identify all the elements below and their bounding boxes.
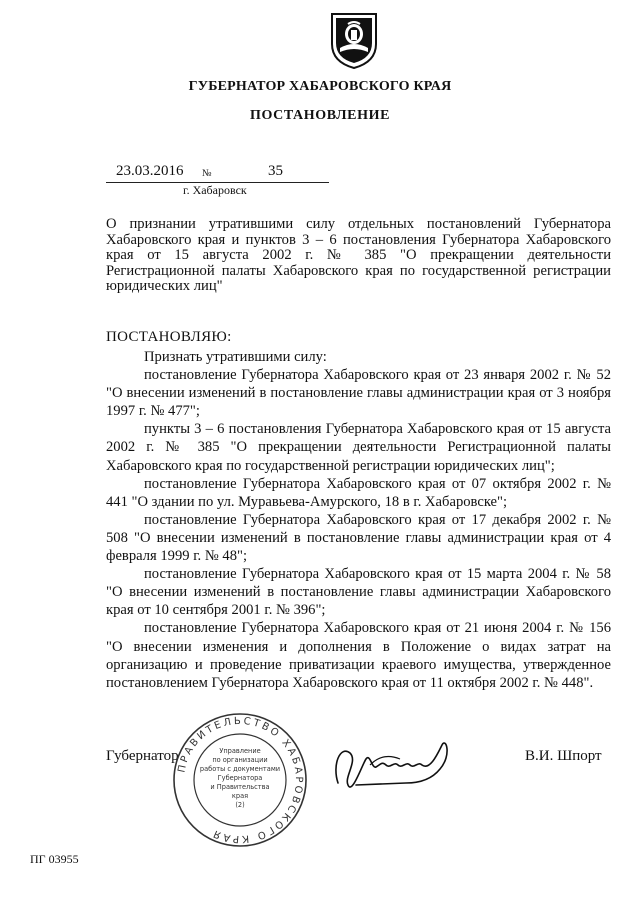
body-paragraph: постановление Губернатора Хабаровского края от 15 марта 2004 г. № 58 "О внесении изменений в постановление главы администрации Хабаровского края от 10 сентября 2001 г. № 396"; bbox=[106, 566, 611, 619]
stamp-line: и Правительства bbox=[210, 783, 270, 791]
body-paragraph: постановление Губернатора Хабаровского края от 21 июня 2004 г. № 156 "О внесении изменения и дополнения в Положение о видах затрат на организацию и проведение приватизации краевого имущества, утвержденное постановлением Губернатора Хабаровского края от 11 октября 2002 г. № 448". bbox=[106, 620, 611, 691]
document-subject: О признании утратившими силу отдельных постановлений Губернатора Хабаровского края и пунктов 3 – 6 постановления Губернатора Хабаровского края от 15 августа 2002 г. № 385 "О прекращении деятельности Регистрационной палаты Хабаровского края по государственной регистрации юридических лиц" bbox=[106, 216, 611, 294]
document-city: г. Хабаровск bbox=[183, 183, 247, 197]
official-stamp bbox=[170, 710, 310, 850]
body-paragraph: постановление Губернатора Хабаровского края от 17 декабря 2002 г. № 508 "О внесении изменений в постановление главы администрации края от 4 февраля 1999 г. № 48"; bbox=[106, 511, 611, 565]
stamp-line: (2) bbox=[235, 801, 245, 809]
body-paragraph: пункты 3 – 6 постановления Губернатора Хабаровского края от 15 августа 2002 г. № 385 "О прекращении деятельности Регистрационной палаты Хабаровского края по государственной регистрации юридических лиц"; bbox=[106, 421, 611, 474]
handwritten-signature bbox=[310, 725, 460, 800]
stamp-ring-text: ПРАВИТЕЛЬСТВО ХАБАРОВСКОГО КРАЯ bbox=[176, 715, 305, 845]
authority-title: ГУБЕРНАТОР ХАБАРОВСКОГО КРАЯ bbox=[188, 79, 452, 94]
decree-word: ПОСТАНОВЛЯЮ: bbox=[106, 329, 232, 345]
footer-code: ПГ 03955 bbox=[30, 852, 79, 866]
signatory-name: В.И. Шпорт bbox=[525, 748, 602, 764]
stamp-line: Управление bbox=[219, 747, 261, 755]
body-paragraph: постановление Губернатора Хабаровского края от 23 января 2002 г. № 52 "О внесении изменений в постановление главы администрации края от 3 ноября 1997 г. № 477"; bbox=[106, 367, 611, 420]
stamp-line: Губернатора bbox=[217, 774, 263, 782]
signatory-title: Губернатор bbox=[106, 748, 179, 764]
document-date: 23.03.2016 bbox=[116, 163, 184, 179]
number-sign: № bbox=[202, 168, 212, 179]
document-body bbox=[106, 348, 611, 692]
document-number: 35 bbox=[268, 163, 283, 179]
coat-of-arms-emblem bbox=[328, 10, 380, 70]
document-type: ПОСТАНОВЛЕНИЕ bbox=[249, 108, 391, 123]
stamp-line: края bbox=[231, 792, 249, 800]
body-paragraph: постановление Губернатора Хабаровского края от 07 октября 2002 г. № 441 "О здании по ул. Муравьева-Амурского, 18 в г. Хабаровске"; bbox=[106, 475, 611, 510]
stamp-line: по организации bbox=[212, 756, 268, 764]
body-paragraph: Признать утратившими силу: bbox=[144, 349, 327, 365]
stamp-line: работы с документами bbox=[199, 765, 281, 773]
